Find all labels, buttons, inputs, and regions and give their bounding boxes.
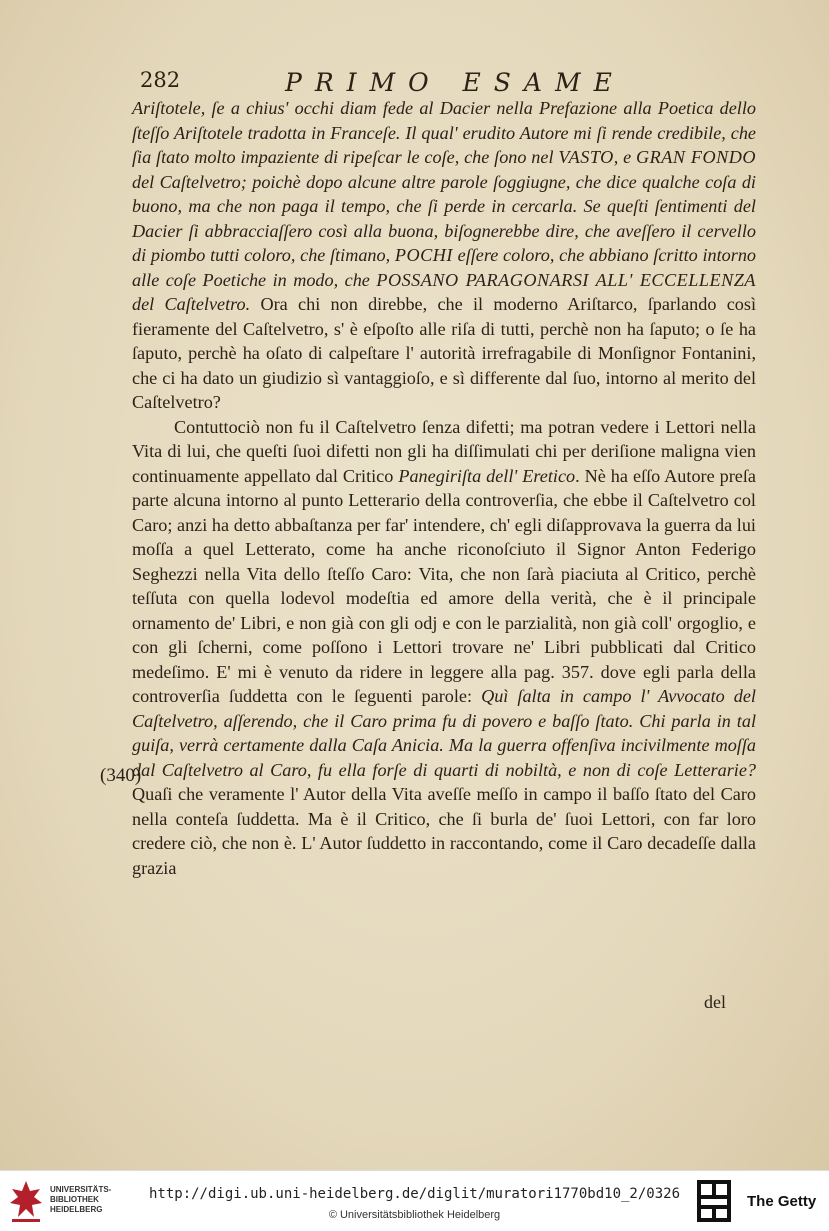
getty-logo-icon	[697, 1180, 731, 1222]
running-head: PRIMO ESAME	[285, 68, 625, 97]
library-name: UNIVERSITÄTS- BIBLIOTHEK HEIDELBERG	[50, 1185, 112, 1214]
text-run-caps: GRAN FONDO	[636, 147, 756, 167]
catchword: del	[704, 992, 726, 1012]
text-run: del Caſtelvetro.	[132, 294, 251, 314]
permalink-url[interactable]: http://digi.ub.uni-heidelberg.de/diglit/muratori1770bd10_2/0326	[148, 1186, 680, 1202]
text-run: , e	[613, 147, 637, 167]
text-run-caps: POCHI	[394, 245, 453, 265]
text-run: Quaſi che veramente l' Autor della Vita aveſſe meſſo in campo il baſſo ſtato del Caro nella conteſa ſuddetta. Ma è il Critico, che ſi burla de' ſuoi Lettori, con far loro credere ciò, che non è. L' Autor ſuddetto in raccontando, come il Caro decadeſſe dalla grazia	[132, 784, 756, 878]
text-run: Ariſtotele	[132, 98, 201, 118]
body-text	[132, 96, 756, 880]
text-run: eſſere coloro, che abbiano ſcritto intorno alle coſe Poetiche in modo, che	[132, 245, 757, 290]
text-run-caps: VASTO	[558, 147, 614, 167]
viewer-footer	[0, 1170, 829, 1231]
text-run: Contuttociò non fu il Caſtelvetro ſenza difetti; ma potran vedere i Lettori nella Vita di lui, che queſti ſuoi difetti non gli ha diſſimulati chi per deriſione maligna vien continuamente appellato dal Critico	[132, 416, 756, 486]
margin-reference: (340)	[100, 765, 142, 786]
text-run: Panegiriſta dell' Eretico	[398, 465, 576, 486]
text-run: del Caſtelvetro; poichè dopo alcune altre parole ſoggiugne, che dice qualche coſa di buono, ma che non paga il tempo, che ſi perde in cercarla. Se queſti ſentimenti del Dacier ſi abbracciaſſero così alla buona, biſognerebbe dire, che aveſſero il cervello di piombo tutti coloro, che ſtimano,	[132, 171, 756, 265]
paragraph-1	[132, 96, 756, 415]
paragraph-2	[132, 415, 756, 881]
copyright-notice: © Universitätsbibliothek Heidelberg	[328, 1209, 501, 1221]
text-run: , ſe a chius' occhi diam fede al Dacier nella Prefazione alla Poetica dello ſteſſo Ariſtotele tradotta in Franceſe. Il qual' erudito Autore mi ſi rende credibile, che ſia ſtato molto impaziente di ripeſcar le coſe, che ſono nel	[132, 98, 756, 167]
text-run: . Nè ha eſſo Autore preſa parte alcuna intorno al punto Letterario della controverſia, che ebbe il Caſtelvetro col Caro; anzi ha detto abbaſtanza per far' intendere, ch' egli diſapprovava la guerra da lui moſſa a quel Letterato, come ha anche riconoſciuto il Signor Anton Federigo Seghezzi nella Vita dello ſteſſo Caro: Vita, che non ſarà piaciuta al Critico, perchè teſſuta con quella lodevol modeſtia ed amore della verità, che è il principale ornamento de' Libri, e non già con gli odj e con le parzialità, non già coll' orgoglio, e con gli ſcherni, come poſſono i Lettori trovare ne' Libri pubblicati dal Critico medeſimo. E' mi è venuto da ridere in leggere alla pag. 357. dove egli parla della controverſia ſuddetta con le ſeguenti parole:	[132, 465, 756, 706]
page-number: 282	[140, 68, 181, 92]
text-run-caps: POSSANO PARAGONARSI ALL' ECCELLENZA	[376, 269, 756, 290]
text-run: Quì ſalta in campo l' Avvocato del Caſtelvetro, aſſerendo, che il Caro prima fu di povero e baſſo ſtato. Chi parla in tal guiſa, verrà certamente dalla Caſa Anicia. Ma la guerra offenſiva incivilmente moſſa dal Caſtelvetro al Caro, fu ella forſe di quarti di nobiltà, e non di coſe Letterarie?	[132, 686, 756, 780]
getty-name: The Getty	[747, 1193, 817, 1210]
text-run: Ora chi non direbbe, che il moderno Ariſtarco, ſparlando così fieramente del Caſtelvetro, s' è eſpoſto alle riſa di tutti, perchè non ha ſaputo; o ſe ha ſaputo, perchè ha oſato di calpeſtare l' autorità irrefragabile di Monſignor Fontanini, che ci ha dato un giudizio sì vantaggioſo, e sì differente dal ſuo, intorno al merito del Caſtelvetro?	[132, 294, 756, 412]
